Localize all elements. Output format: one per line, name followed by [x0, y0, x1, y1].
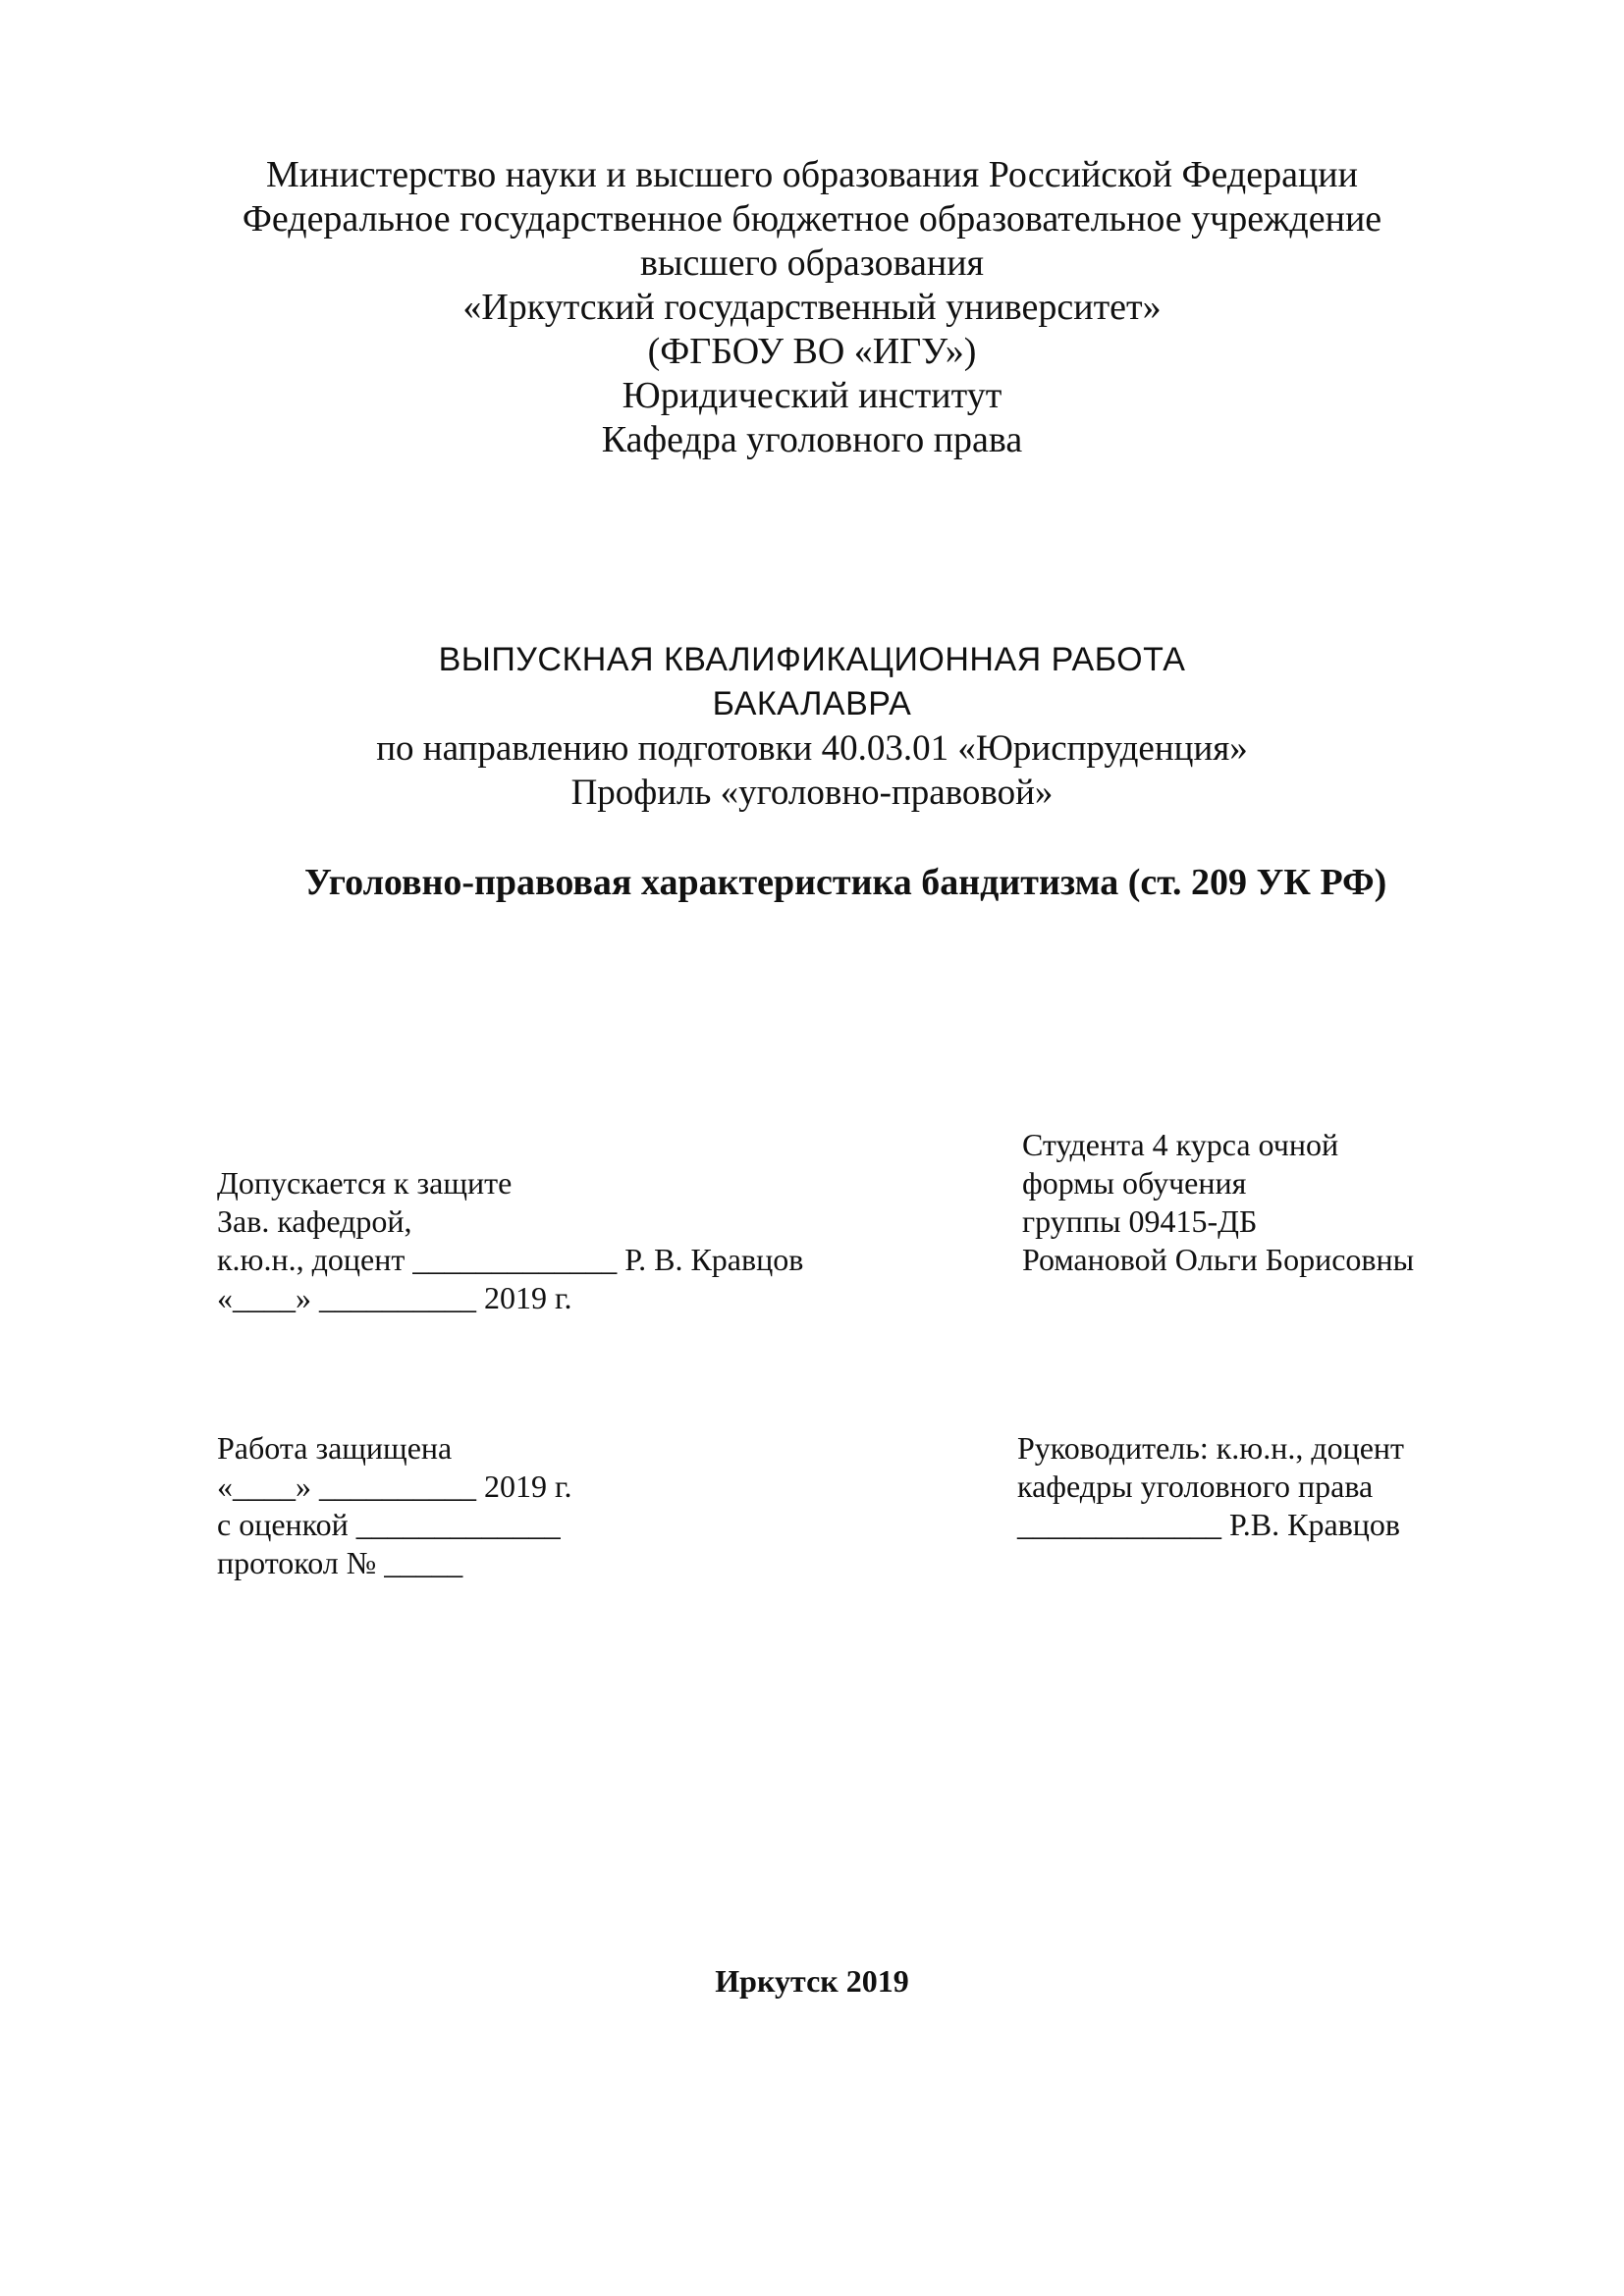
admission-line-2: Зав. кафедрой,	[217, 1203, 412, 1239]
city-year: Иркутск 2019	[715, 1963, 909, 1999]
university-abbrev-line: (ФГБОУ ВО «ИГУ»)	[647, 331, 977, 372]
admission-line-3: к.ю.н., доцент _____________ Р. В. Кравцов	[217, 1242, 804, 1277]
defense-line-1: Работа защищена	[217, 1430, 453, 1466]
defense-line-2: «____» __________ 2019 г.	[217, 1468, 572, 1504]
supervisor-line-2: кафедры уголовного права	[1017, 1468, 1374, 1504]
admission-line-1: Допускается к защите	[217, 1165, 513, 1201]
student-line-4: Романовой Ольги Борисовны	[1022, 1242, 1415, 1277]
work-type-block	[0, 638, 1624, 815]
institute-line: Юридический институт	[622, 375, 1002, 416]
admission-line-4: «____» __________ 2019 г.	[217, 1280, 572, 1315]
supervisor-line-1: Руководитель: к.ю.н., доцент	[1017, 1430, 1405, 1466]
supervisor-line-3: _____________ Р.В. Кравцов	[1017, 1507, 1401, 1542]
admission-block	[217, 1164, 803, 1317]
degree-line: БАКАЛАВРА	[712, 685, 912, 722]
defense-block	[217, 1429, 572, 1582]
student-block	[1022, 1126, 1414, 1279]
direction-line: по направлению подготовки 40.03.01 «Юриспруденция»	[376, 728, 1248, 769]
student-line-2: формы обучения	[1022, 1165, 1247, 1201]
institution-type-line: Федеральное государственное бюджетное образовательное учреждение	[242, 198, 1382, 240]
work-type-line: ВЫПУСКНАЯ КВАЛИФИКАЦИОННАЯ РАБОТА	[438, 641, 1186, 678]
supervisor-block	[1017, 1429, 1404, 1544]
institution-header	[0, 153, 1624, 462]
defense-line-4: протокол № _____	[217, 1545, 463, 1580]
defense-line-3: с оценкой _____________	[217, 1507, 561, 1542]
thesis-topic: Уголовно-правовая характеристика бандитизма (ст. 209 УК РФ)	[304, 862, 1387, 903]
student-line-1: Студента 4 курса очной	[1022, 1127, 1339, 1162]
department-line: Кафедра уголовного права	[601, 419, 1023, 460]
student-line-3: группы 09415-ДБ	[1022, 1203, 1258, 1239]
education-level-line: высшего образования	[639, 242, 985, 284]
ministry-line: Министерство науки и высшего образования Российской Федерации	[266, 154, 1358, 195]
university-name-line: «Иркутский государственный университет»	[462, 287, 1162, 328]
profile-line: Профиль «уголовно-правовой»	[570, 773, 1054, 813]
